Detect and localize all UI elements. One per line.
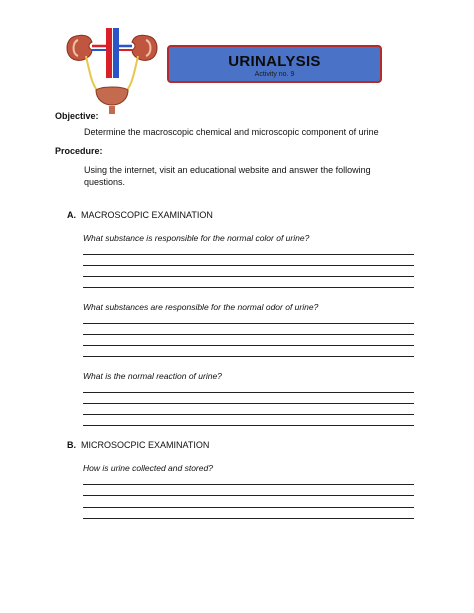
page-title: URINALYSIS <box>228 53 321 70</box>
answer-line[interactable] <box>83 254 414 255</box>
answer-line[interactable] <box>83 287 414 288</box>
title-box <box>167 45 382 83</box>
answer-line[interactable] <box>83 334 414 335</box>
answer-line[interactable] <box>83 276 414 277</box>
procedure-text-line1: Using the internet, visit an educational website and answer the following <box>84 165 371 175</box>
section-a-title: MACROSCOPIC EXAMINATION <box>81 210 213 220</box>
procedure-text-line2: questions. <box>84 177 126 187</box>
answer-line[interactable] <box>83 323 414 324</box>
section-a-heading <box>67 210 213 221</box>
procedure-label: Procedure: <box>55 146 103 156</box>
section-b-title: MICROSOCPIC EXAMINATION <box>81 440 210 450</box>
answer-line[interactable] <box>83 265 414 266</box>
answer-line[interactable] <box>83 403 414 404</box>
answer-line[interactable] <box>83 356 414 357</box>
question-a3: What is the normal reaction of urine? <box>83 371 222 381</box>
answer-line[interactable] <box>83 518 414 519</box>
kidney-urinary-system-icon <box>62 24 162 118</box>
activity-number: Activity no. 9 <box>254 71 295 78</box>
section-b-letter: B. <box>67 440 76 450</box>
objective-label: Objective: <box>55 111 99 121</box>
answer-line[interactable] <box>83 392 414 393</box>
question-a2: What substances are responsible for the normal odor of urine? <box>83 302 319 312</box>
answer-line[interactable] <box>83 495 414 496</box>
answer-line[interactable] <box>83 425 414 426</box>
answer-line[interactable] <box>83 414 414 415</box>
answer-line[interactable] <box>83 345 414 346</box>
answer-line[interactable] <box>83 507 414 508</box>
objective-text: Determine the macroscopic chemical and microscopic component of urine <box>84 127 379 137</box>
question-a1: What substance is responsible for the normal color of urine? <box>83 233 310 243</box>
question-b1: How is urine collected and stored? <box>83 463 213 473</box>
answer-line[interactable] <box>83 484 414 485</box>
section-a-letter: A. <box>67 210 76 220</box>
section-b-heading <box>67 440 209 451</box>
